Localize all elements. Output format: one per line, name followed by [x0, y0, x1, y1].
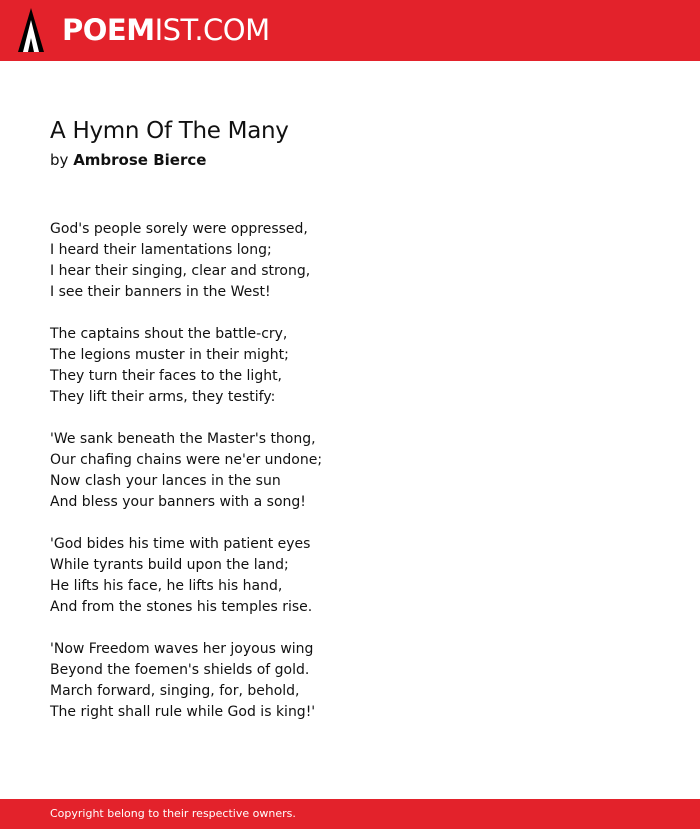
poem-line: I hear their singing, clear and strong, [50, 263, 311, 279]
poem-line: 'God bides his time with patient eyes [50, 536, 311, 552]
poem-body [50, 219, 650, 744]
poem-line: Beyond the foemen's shields of gold. [50, 662, 310, 678]
poem-heading [50, 115, 650, 171]
poem-line: I heard their lamentations long; [50, 242, 272, 258]
poem-line: Our chafing chains were ne'er undone; [50, 452, 323, 468]
poem-line: The legions muster in their might; [50, 347, 289, 363]
site-logo-link[interactable] [18, 8, 270, 52]
poem-line: 'We sank beneath the Master's thong, [50, 431, 316, 447]
site-header [0, 0, 700, 61]
poem-line: I see their banners in the West! [50, 284, 271, 300]
poem-line: March forward, singing, for, behold, [50, 683, 300, 699]
site-logo-text [62, 8, 270, 52]
poem-stanza [50, 324, 650, 408]
poem-stanza [50, 429, 650, 513]
poem-line: God's people sorely were oppressed, [50, 221, 308, 237]
poem-line: The right shall rule while God is king!' [50, 704, 316, 720]
poem-line: They turn their faces to the light, [50, 368, 283, 384]
poem-line: Now clash your lances in the sun [50, 473, 281, 489]
poem-line: And from the stones his temples rise. [50, 599, 313, 615]
site-footer [0, 799, 700, 829]
logo-bold-text: POEM [62, 13, 155, 47]
poem-stanza [50, 534, 650, 618]
poem-byline [50, 149, 650, 171]
poem-title: A Hymn Of The Many [50, 118, 289, 144]
poem-line: 'Now Freedom waves her joyous wing [50, 641, 314, 657]
poem-line: The captains shout the battle-cry, [50, 326, 288, 342]
poem-author: Ambrose Bierce [73, 151, 207, 169]
logo-light-text: IST.COM [154, 13, 270, 47]
copyright-text: Copyright belong to their respective owners. [50, 807, 296, 820]
poem-line: And bless your banners with a song! [50, 494, 306, 510]
poem-line: He lifts his face, he lifts his hand, [50, 578, 283, 594]
poem-stanza [50, 219, 650, 303]
poem-stanza [50, 639, 650, 723]
poem-line: While tyrants build upon the land; [50, 557, 289, 573]
by-label: by [50, 151, 69, 169]
pen-nib-icon [18, 8, 44, 52]
poem-line: They lift their arms, they testify: [50, 389, 276, 405]
